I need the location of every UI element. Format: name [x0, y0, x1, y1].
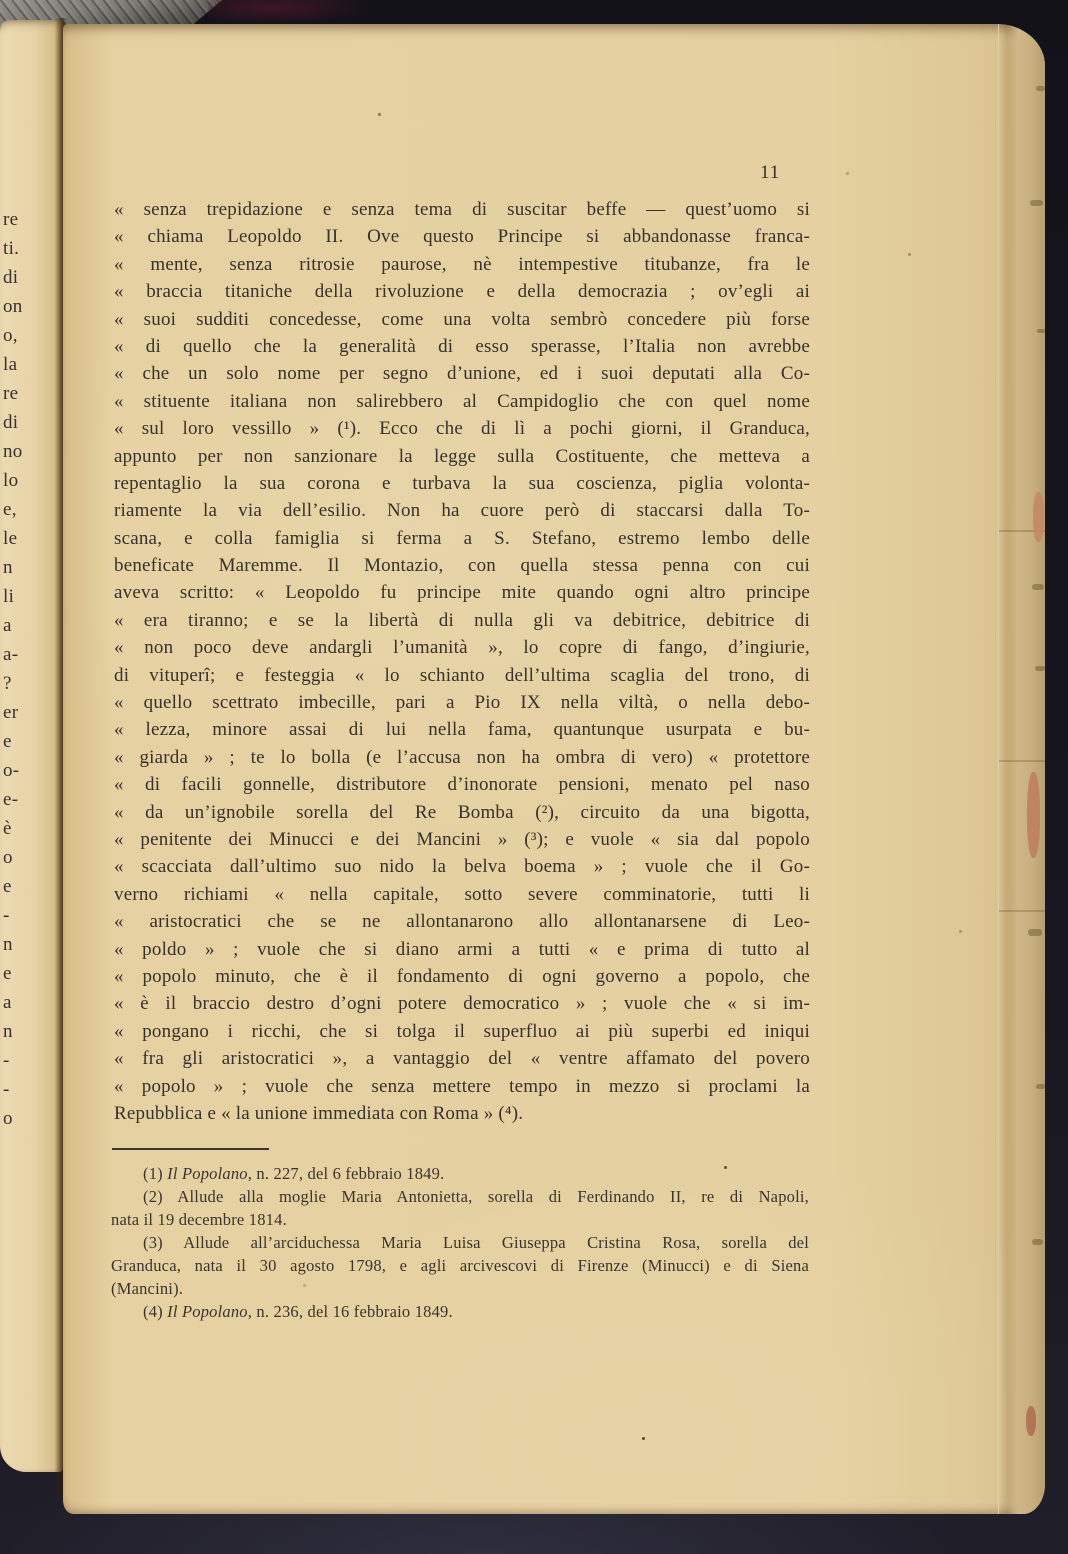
- footnote-line: nata il 19 decembre 1814.: [111, 1210, 287, 1229]
- footnote-line: (2) Allude alla moglie Maria Antonietta, sorella di Ferdinando II, re di Napoli,: [143, 1187, 809, 1206]
- facing-page-fragment: e: [3, 731, 12, 752]
- fore-edge-crease: [999, 760, 1045, 762]
- facing-page-fragment: e,: [3, 499, 17, 520]
- facing-page-fragment: on: [3, 296, 23, 317]
- body-line: « di quello che la generalità di esso sperasse, l’Italia non avrebbe: [114, 335, 810, 357]
- body-line: « braccia titaniche della rivoluzione e della democrazia ; ov’egli ai: [114, 281, 810, 303]
- footnote-line: Granduca, nata il 30 agosto 1798, e agli arcivescovi di Firenze (Minucci) e di Siena: [111, 1256, 809, 1275]
- body-line: « è il braccio destro d’ogni potere democratico » ; vuole che « si im-: [114, 993, 810, 1015]
- facing-page-fragment: re: [3, 209, 19, 230]
- facing-page-fragment: di: [3, 412, 19, 433]
- fore-edge-notch: [1032, 1239, 1043, 1245]
- fore-edge-notch: [1035, 666, 1045, 671]
- facing-page-fragment: o: [3, 847, 13, 868]
- body-line: verno richiami « nella capitale, sotto severe comminatorie, tutti li: [114, 883, 810, 905]
- fore-edge-stain: [1027, 772, 1040, 858]
- fore-edge-notch: [1036, 1084, 1045, 1089]
- facing-page-fragment: n: [3, 1021, 13, 1042]
- fore-edge-stain: [1026, 1406, 1036, 1436]
- facing-page-fragment: e: [3, 876, 12, 897]
- facing-page-fragment: di: [3, 267, 19, 288]
- facing-page-fragment: no: [3, 441, 23, 462]
- fore-edge-notch: [1030, 200, 1043, 206]
- footnote-line: (Mancini).: [111, 1279, 184, 1298]
- facing-page-fragment: a: [3, 992, 12, 1013]
- body-line: « fra gli aristocratici », a vantaggio del « ventre affamato del povero: [114, 1048, 810, 1070]
- binding-shadow: [208, 0, 368, 24]
- footnote-separator: [112, 1148, 269, 1150]
- body-line: « senza trepidazione e senza tema di suscitar beffe — quest’uomo si: [114, 199, 810, 220]
- facing-page-fragment: n: [3, 934, 13, 955]
- body-line: « da un’ignobile sorella del Re Bomba (²), circuito da una bigotta,: [114, 801, 810, 823]
- facing-page-fragment: o,: [3, 325, 18, 346]
- body-line: « sul loro vessillo » (¹). Ecco che di lì a pochi giorni, il Granduca,: [114, 418, 810, 440]
- footnotes: [111, 1162, 809, 1323]
- facing-page-fragment: a-: [3, 644, 19, 665]
- body-line: repentaglio la sua corona e turbava la sua coscienza, piglia volonta-: [114, 472, 810, 494]
- facing-page-fragment: e: [3, 963, 12, 984]
- body-line: « penitente dei Minucci e dei Mancini » (³); e vuole « sia dal popolo: [114, 828, 810, 850]
- body-line: « aristocratici che se ne allontanarono allo allontanarsene di Leo-: [114, 911, 810, 933]
- body-line: « popolo » ; vuole che senza mettere tempo in mezzo si proclami la: [114, 1075, 810, 1097]
- footnote-line: (4) Il Popolano, n. 236, del 16 febbraio 1849.: [143, 1302, 453, 1321]
- facing-page-fragment: la: [3, 354, 18, 375]
- body-line: « chiama Leopoldo II. Ove questo Principe si abbandonasse franca-: [114, 226, 810, 248]
- body-line: « popolo minuto, che è il fondamento di ogni governo a popolo, che: [114, 965, 810, 987]
- footnote-line: (3) Allude all’arciduchessa Maria Luisa Giuseppa Cristina Rosa, sorella del: [143, 1233, 809, 1252]
- facing-page-fragment: -: [3, 1079, 10, 1100]
- facing-page-fragment: re: [3, 383, 19, 404]
- facing-page-fragment: ?: [3, 673, 12, 694]
- facing-page-fragment: er: [3, 702, 19, 723]
- facing-page-fragments: [3, 205, 43, 1133]
- body-line: « scacciata dall’ultimo suo nido la belva boema » ; vuole che il Go-: [114, 856, 810, 878]
- facing-page-fragment: n: [3, 557, 13, 578]
- facing-page-fragment: a: [3, 615, 12, 636]
- body-line: « quello scettrato imbecille, pari a Pio IX nella viltà, o nella debo-: [114, 692, 810, 714]
- fore-edge-notch: [1037, 329, 1045, 333]
- body-line: Repubblica e « la unione immediata con Roma » (⁴).: [114, 1102, 524, 1124]
- facing-page-fragment: ti.: [3, 238, 20, 259]
- body-line: « non poco deve andargli l’umanità », lo copre di fango, d’ingiurie,: [114, 637, 810, 659]
- facing-page-fragment: o: [3, 1108, 13, 1129]
- facing-page-fragment: o-: [3, 760, 20, 781]
- body-text: [114, 196, 810, 1127]
- body-line: « lezza, minore assai di lui nella fama, quantunque usurpata e bu-: [114, 719, 810, 741]
- footnote-line: (1) Il Popolano, n. 227, del 6 febbraio 1849.: [143, 1164, 445, 1183]
- body-line: scana, e colla famiglia si ferma a S. Stefano, estremo lembo delle: [114, 527, 810, 549]
- body-line: di vituperî; e festeggia « lo schianto dell’ultima scaglia del trono, di: [114, 664, 810, 686]
- body-line: appunto per non sanzionare la legge sulla Costituente, che metteva a: [114, 445, 810, 467]
- paper-specks: [63, 24, 66, 27]
- fore-edge-notch: [1036, 86, 1045, 91]
- body-line: « pongano i ricchi, che si tolga il superfluo ai più superbi ed iniqui: [114, 1020, 810, 1042]
- body-line: « che un solo nome per segno d’unione, ed i suoi deputati alla Co-: [114, 363, 810, 385]
- facing-page-fragment: -: [3, 905, 10, 926]
- body-line: « poldo » ; vuole che si diano armi a tutti « e prima di tutto al: [114, 938, 810, 960]
- body-line: « di facili gonnelle, distributore d’inonorate pensioni, menato pel naso: [114, 774, 810, 796]
- facing-page-fragment: e-: [3, 789, 19, 810]
- body-line: « suoi sudditi concedesse, come una volta sembrò concedere più forse: [114, 308, 810, 330]
- page-number: 11: [760, 162, 781, 183]
- page-fore-edge: [998, 24, 1045, 1514]
- body-line: « giarda » ; te lo bolla (e l’accusa non ha ombra di vero) « protettore: [114, 746, 810, 768]
- book-page: [63, 24, 1045, 1514]
- facing-page-fragment: è: [3, 818, 12, 839]
- body-line: riamente la via dell’esilio. Non ha cuore però di staccarsi dalla To-: [114, 500, 810, 522]
- facing-page-fragment: lo: [3, 470, 19, 491]
- body-line: aveva scritto: « Leopoldo fu principe mite quando ogni altro principe: [114, 582, 810, 604]
- facing-page-fragment: li: [3, 586, 15, 607]
- fore-edge-notch: [1028, 929, 1042, 936]
- fore-edge-stain: [1033, 492, 1044, 542]
- facing-page-fragment: le: [3, 528, 18, 549]
- fore-edge-crease: [999, 910, 1045, 912]
- fore-edge-notch: [1032, 584, 1044, 590]
- facing-page-edge: [0, 20, 63, 1472]
- body-line: « era tiranno; e se la libertà di nulla gli va debitrice, debitrice di: [114, 609, 810, 631]
- body-line: « mente, senza ritrosie paurose, nè intempestive titubanze, fra le: [114, 253, 810, 275]
- facing-page-fragment: -: [3, 1050, 10, 1071]
- body-line: beneficate Maremme. Il Montazio, con quella stessa penna con cui: [114, 555, 810, 577]
- body-line: « stituente italiana non salirebbero al Campidoglio che con quel nome: [114, 390, 810, 412]
